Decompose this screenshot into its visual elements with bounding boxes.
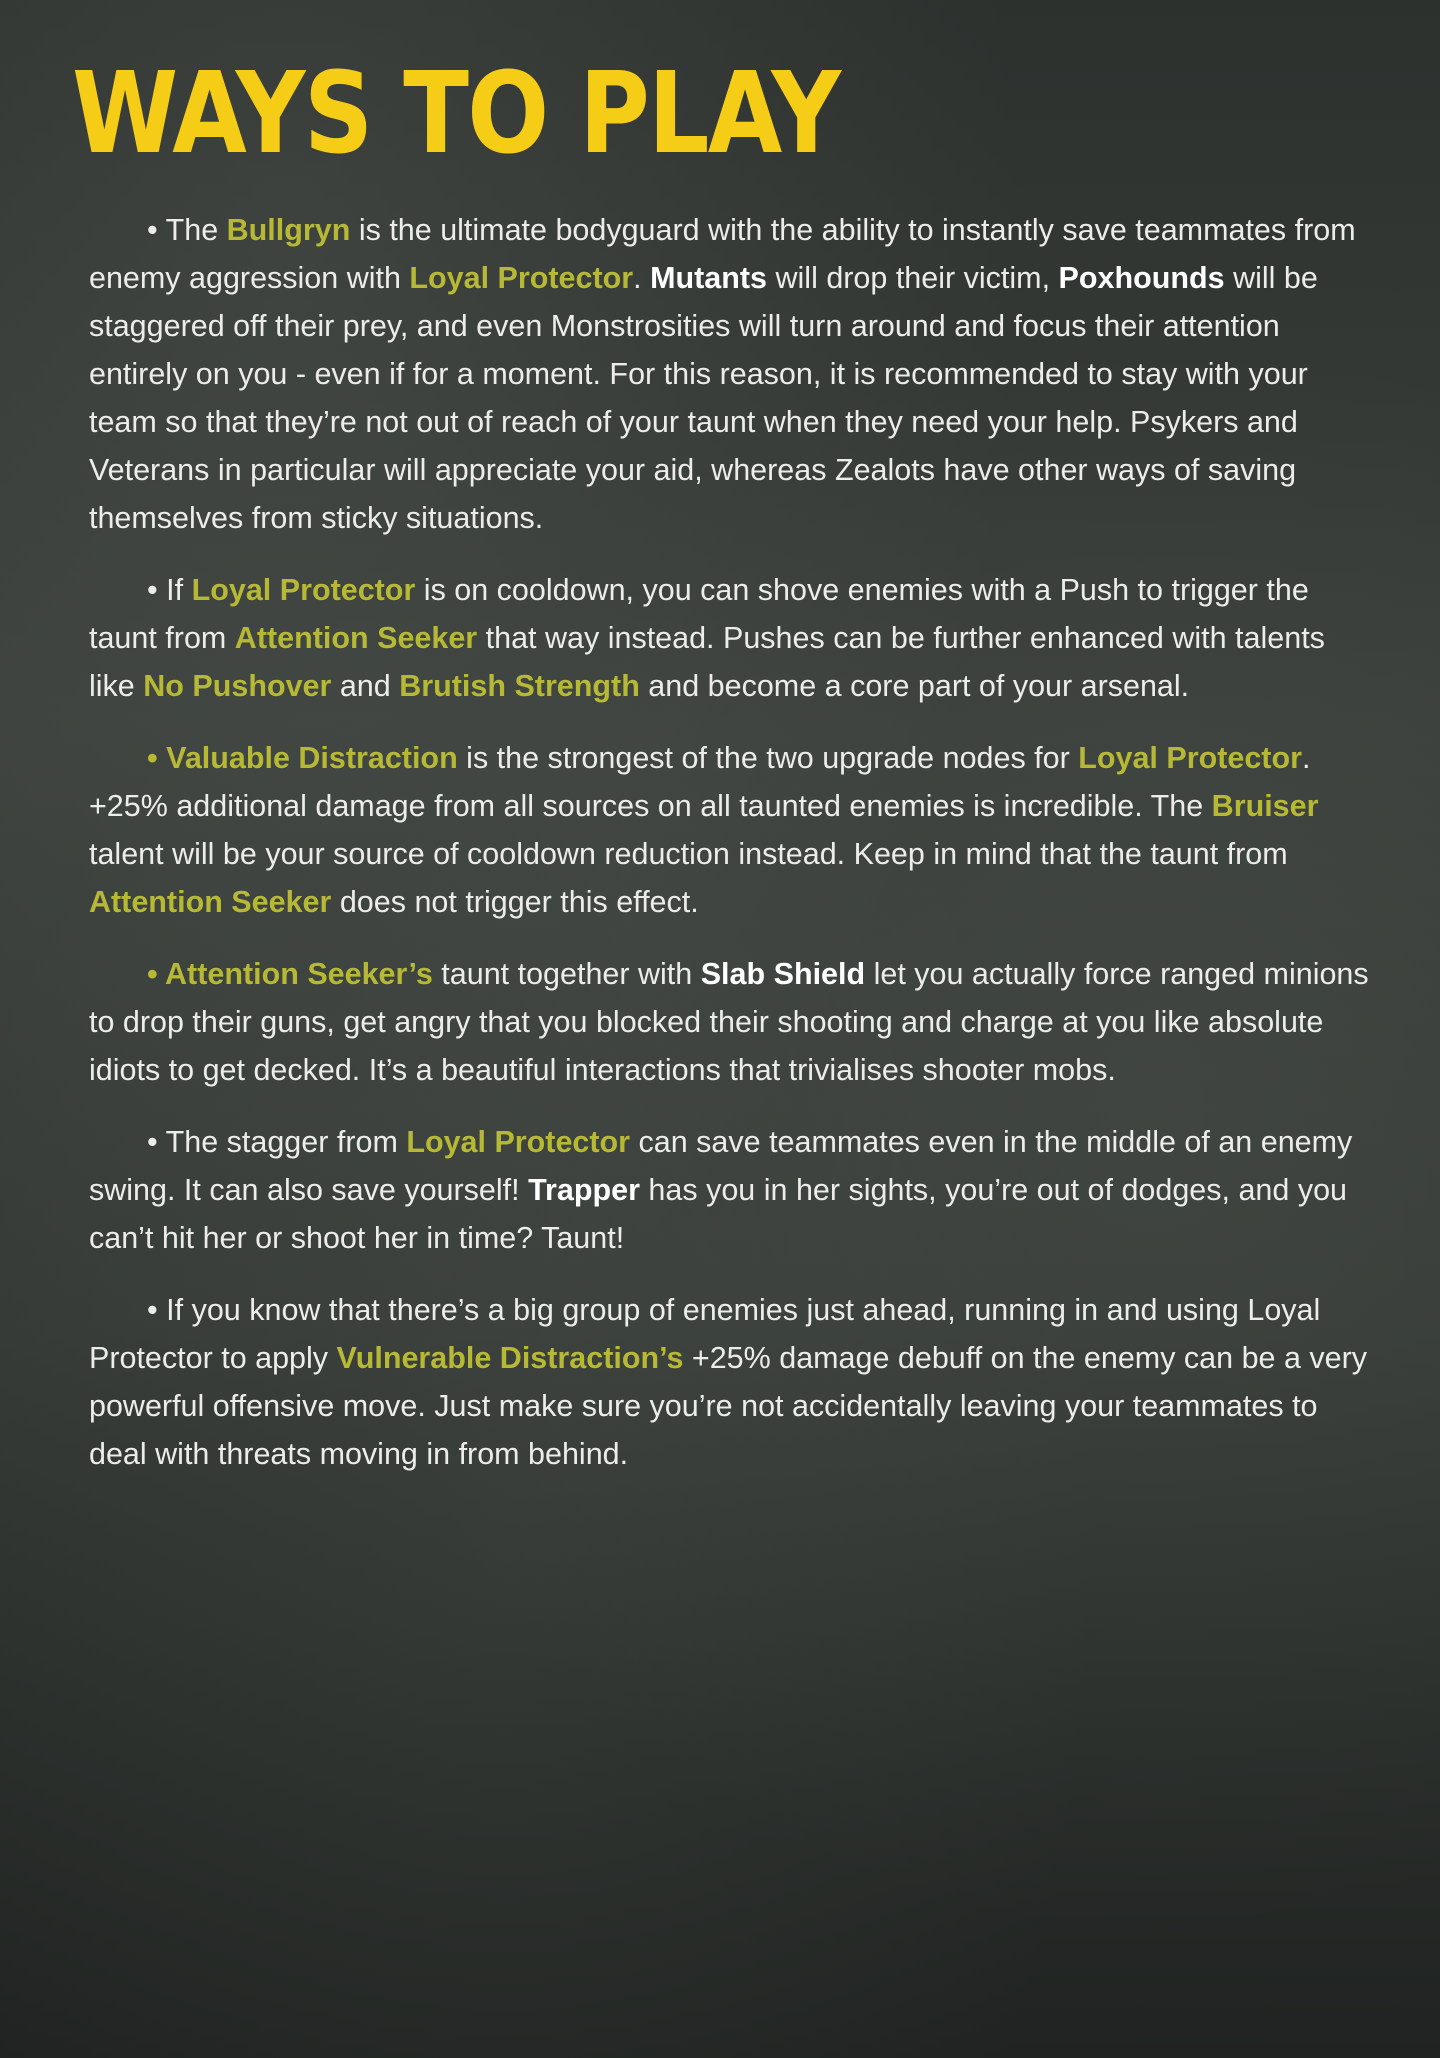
highlighted-term: Loyal Protector <box>406 1125 631 1159</box>
tips-list <box>89 206 1371 1502</box>
highlighted-term: Attention Seeker <box>89 885 332 919</box>
body-text: . <box>633 261 651 295</box>
highlighted-term: Attention Seeker’s <box>157 957 433 991</box>
body-text: . +25% additional damage from all sources on all taunted enemies is incredible. The <box>89 741 1311 823</box>
highlighted-term: Bruiser <box>1211 789 1319 823</box>
tip-paragraph <box>89 950 1371 1094</box>
bullet-marker: • <box>147 741 158 775</box>
body-text: +25% damage debuff on the enemy can be a very powerful offensive move. Just make sure you’re not accidentally leaving your teammates to deal with threats moving in from behind. <box>89 1341 1368 1471</box>
enemy-name: Slab Shield <box>700 957 866 991</box>
bullet-marker: • <box>147 213 158 247</box>
highlighted-term: Loyal Protector <box>1078 741 1302 775</box>
body-text: will drop their victim, <box>767 261 1059 295</box>
body-text: that way instead. Pushes can be further enhanced with talents like <box>89 621 1325 703</box>
body-text: has you in her sights, you’re out of dodges, and you can’t hit her or shoot her in time? Taunt! <box>89 1173 1347 1255</box>
tip-paragraph <box>89 1286 1371 1478</box>
bullet-marker: • <box>147 1293 158 1327</box>
highlighted-term: Brutish Strength <box>399 669 640 703</box>
body-text: will be staggered off their prey, and even Monstrosities will turn around and focus their attention entirely on you - even if for a moment. For this reason, it is recommended to stay with your team so that they’re not out of reach of your taunt when they need your help. Psykers and Veterans in particular will appreciate your aid, whereas Zealots have other ways of saving themselves from sticky situations. <box>89 261 1318 535</box>
body-text: The stagger from <box>157 1125 407 1159</box>
highlighted-term: No Pushover <box>143 669 332 703</box>
body-text: is on cooldown, you can shove enemies with a Push to trigger the taunt from <box>89 573 1309 655</box>
tip-paragraph <box>89 566 1371 710</box>
highlighted-term: Bullgryn <box>226 213 351 247</box>
body-text: The <box>157 213 227 247</box>
body-text: and become a core part of your arsenal. <box>639 669 1190 703</box>
enemy-name: Poxhounds <box>1058 261 1225 295</box>
bullet-marker: • <box>147 957 158 991</box>
bullet-marker: • <box>147 1125 158 1159</box>
bullet-marker: • <box>147 573 158 607</box>
tip-paragraph <box>89 1118 1371 1262</box>
enemy-name: Mutants <box>650 261 768 295</box>
body-text: does not trigger this effect. <box>331 885 699 919</box>
body-text: If <box>157 573 192 607</box>
highlighted-term: Attention Seeker <box>234 621 478 655</box>
body-text: talent will be your source of cooldown reduction instead. Keep in mind that the taunt from <box>89 837 1288 871</box>
highlighted-term: Vulnerable Distraction’s <box>336 1341 684 1375</box>
highlighted-term: Loyal Protector <box>409 261 634 295</box>
body-text: let you actually force ranged minions to drop their guns, get angry that you blocked their shooting and charge at you like absolute idiots to get decked. It’s a beautiful interactions that trivialises shooter mobs. <box>89 957 1369 1087</box>
body-text: is the ultimate bodyguard with the ability to instantly save teammates from enemy aggression with <box>89 213 1356 295</box>
tip-paragraph <box>89 206 1371 542</box>
body-text: If you know that there’s a big group of enemies just ahead, running in and using Loyal Protector to apply <box>89 1293 1321 1375</box>
tip-paragraph <box>89 734 1371 926</box>
enemy-name: Trapper <box>528 1173 640 1207</box>
page-title: WAYS TO PLAY <box>72 49 840 179</box>
body-text: can save teammates even in the middle of an enemy swing. It can also save yourself! <box>89 1125 1353 1207</box>
body-text: and <box>331 669 400 703</box>
highlighted-term: Loyal Protector <box>191 573 416 607</box>
body-text: taunt together with <box>432 957 701 991</box>
body-text: is the strongest of the two upgrade nodes for <box>457 741 1079 775</box>
highlighted-term: Valuable Distraction <box>157 741 458 775</box>
